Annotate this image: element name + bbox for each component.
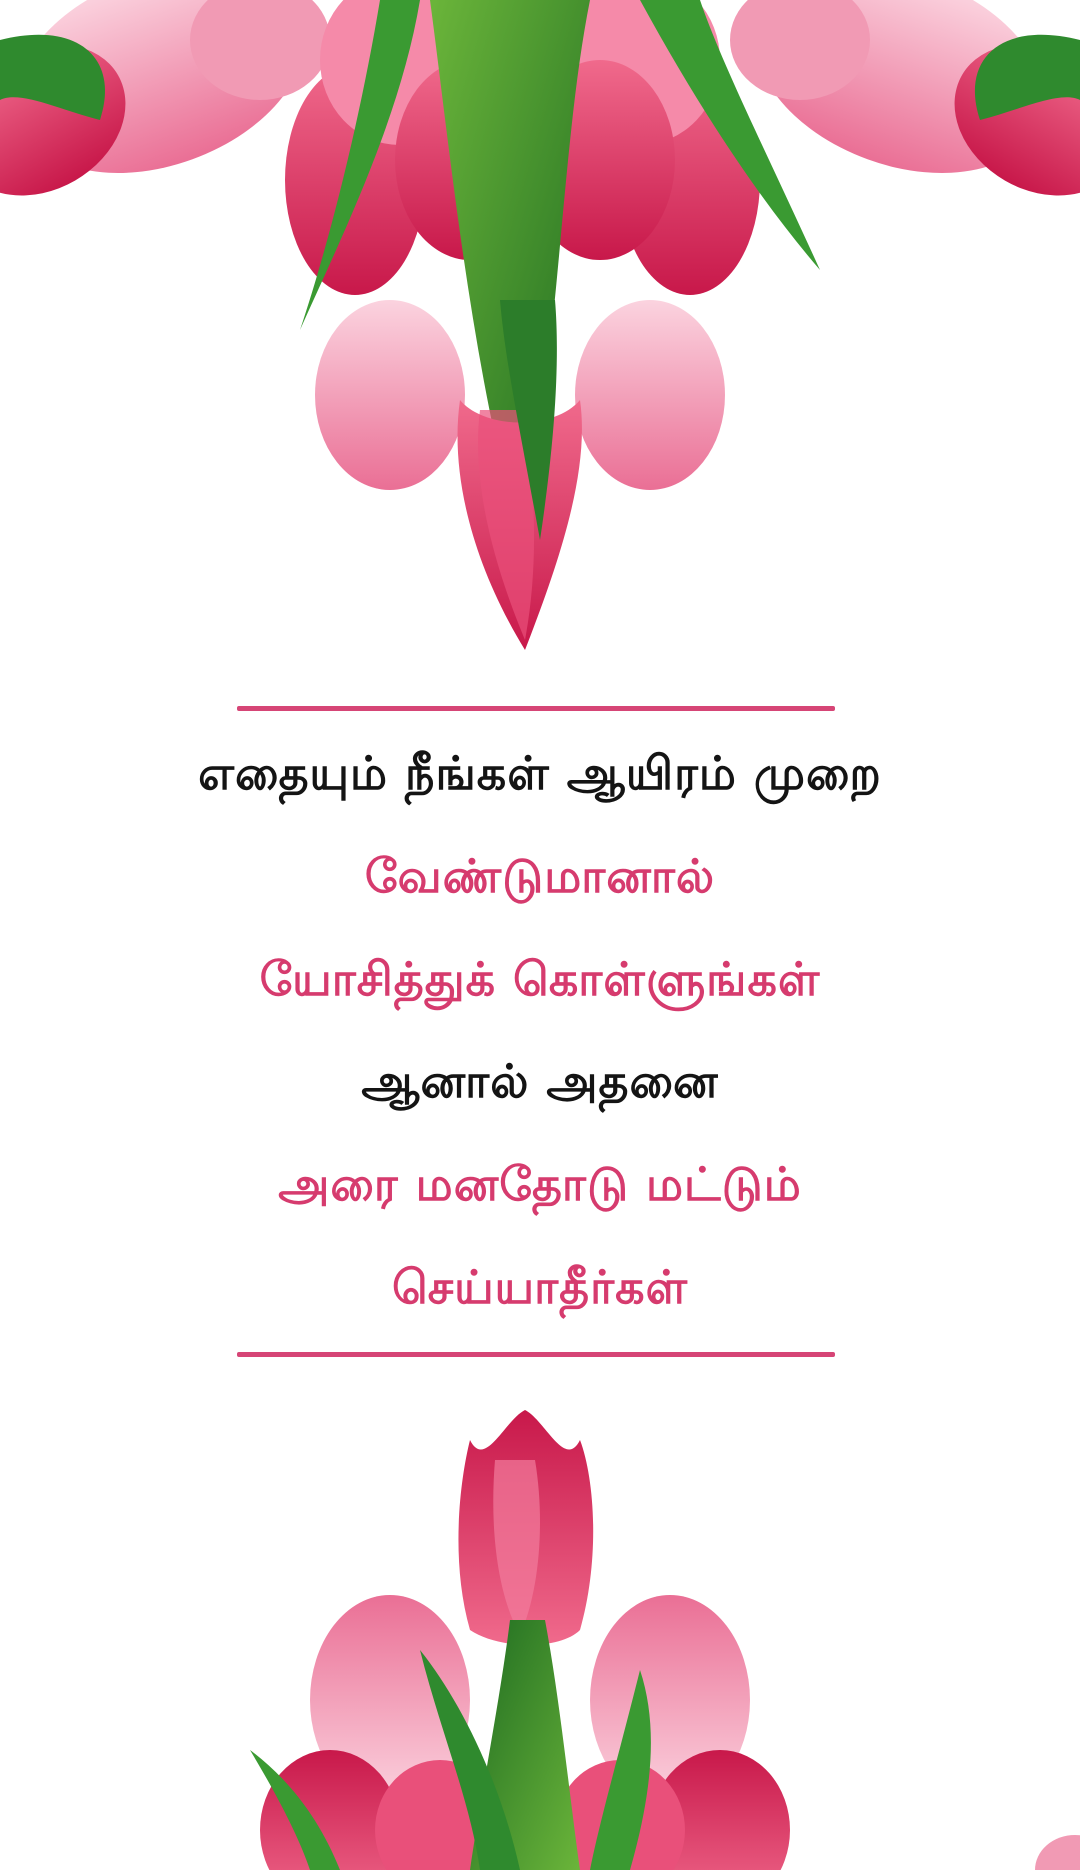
tulip-right-edge [1035, 1835, 1080, 1870]
divider-top [237, 706, 835, 711]
quote-text-block [0, 730, 1080, 1330]
quote-line-6: செய்யாதீர்கள் [391, 1259, 689, 1314]
tulip-bouquet-top [0, 0, 1080, 660]
tulip-left-corner [0, 0, 333, 226]
quote-line-1: எதையும் நீங்கள் ஆயிரம் முறை [198, 746, 882, 800]
tulip-center-hanging [285, 0, 820, 650]
tulip-bouquet-bottom [0, 1400, 1080, 1870]
quote-line-2: வேண்டுமானால் [364, 848, 716, 903]
divider-bottom [237, 1352, 835, 1357]
tulip-right-corner [727, 0, 1080, 226]
quote-line-4: ஆனால் அதனை [361, 1054, 719, 1109]
quote-line-3: யோசித்துக் கொள்ளுங்கள் [259, 951, 821, 1006]
quote-line-5: அரை மனதோடு மட்டும் [278, 1157, 802, 1212]
tulip-center-standing [250, 1410, 790, 1870]
